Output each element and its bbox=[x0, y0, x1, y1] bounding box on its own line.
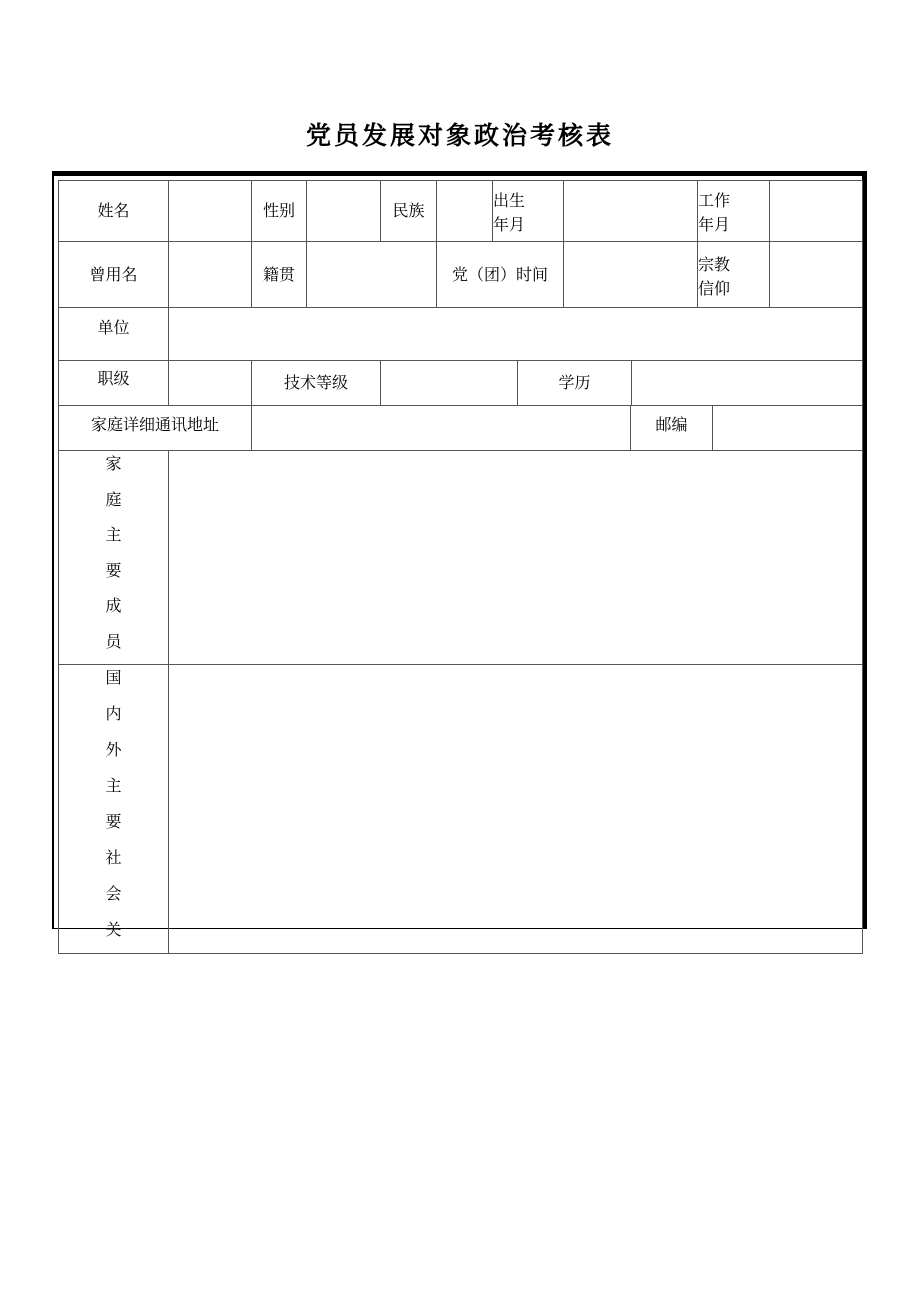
address-label: 家庭详细通讯地址 bbox=[58, 405, 252, 451]
social-char: 内 bbox=[105, 704, 122, 723]
social-char: 关 bbox=[105, 920, 122, 939]
native-place-label: 籍贯 bbox=[251, 241, 307, 308]
work-start-label bbox=[697, 180, 770, 242]
religion-label-line2: 信仰 bbox=[698, 278, 731, 298]
social-char: 会 bbox=[105, 884, 122, 903]
gender-field[interactable] bbox=[306, 180, 381, 242]
social-char: 外 bbox=[105, 740, 122, 759]
address-field[interactable] bbox=[251, 405, 631, 451]
family-char: 主 bbox=[105, 525, 122, 544]
form-table bbox=[52, 171, 867, 939]
rank-label: 职级 bbox=[58, 360, 169, 406]
social-relations-field[interactable] bbox=[168, 664, 863, 954]
social-char: 要 bbox=[105, 812, 122, 831]
postcode-label: 邮编 bbox=[630, 405, 713, 451]
postcode-field[interactable] bbox=[712, 405, 863, 451]
former-name-field[interactable] bbox=[168, 241, 252, 308]
name-label: 姓名 bbox=[58, 180, 169, 242]
education-field[interactable] bbox=[631, 360, 863, 406]
social-char: 主 bbox=[105, 776, 122, 795]
family-char: 成 bbox=[105, 596, 122, 615]
religion-label bbox=[697, 241, 770, 308]
education-label: 学历 bbox=[517, 360, 632, 406]
family-members-label bbox=[58, 450, 169, 665]
gender-label: 性别 bbox=[251, 180, 307, 242]
family-char: 要 bbox=[105, 560, 122, 580]
social-char: 社 bbox=[105, 848, 122, 867]
birth-label-line2: 年月 bbox=[493, 215, 526, 234]
religion-label-line1: 宗教 bbox=[698, 254, 731, 274]
tech-level-label: 技术等级 bbox=[251, 360, 381, 406]
family-char: 庭 bbox=[105, 489, 122, 509]
family-char: 员 bbox=[105, 631, 122, 651]
work-start-field[interactable] bbox=[769, 180, 863, 242]
ethnicity-field[interactable] bbox=[436, 180, 493, 242]
social-relations-label bbox=[58, 664, 169, 954]
party-time-label: 党（团）时间 bbox=[436, 241, 564, 308]
tech-level-field[interactable] bbox=[380, 360, 518, 406]
former-name-label: 曾用名 bbox=[58, 241, 169, 308]
rank-field[interactable] bbox=[168, 360, 252, 406]
social-char: 国 bbox=[105, 668, 122, 687]
form-title: 党员发展对象政治考核表 bbox=[305, 121, 614, 150]
birth-field[interactable] bbox=[563, 180, 698, 242]
party-time-field[interactable] bbox=[563, 241, 698, 308]
unit-field[interactable] bbox=[168, 307, 863, 361]
name-field[interactable] bbox=[168, 180, 252, 242]
family-members-field[interactable] bbox=[168, 450, 863, 665]
birth-label-line1: 出生 bbox=[493, 191, 526, 210]
native-place-field[interactable] bbox=[306, 241, 437, 308]
religion-field[interactable] bbox=[769, 241, 863, 308]
ethnicity-label: 民族 bbox=[380, 180, 437, 242]
unit-label: 单位 bbox=[58, 307, 169, 361]
work-label-line1: 工作 bbox=[698, 191, 731, 210]
work-label-line2: 年月 bbox=[698, 215, 731, 234]
birth-label bbox=[492, 180, 564, 242]
family-char: 家 bbox=[105, 454, 122, 473]
